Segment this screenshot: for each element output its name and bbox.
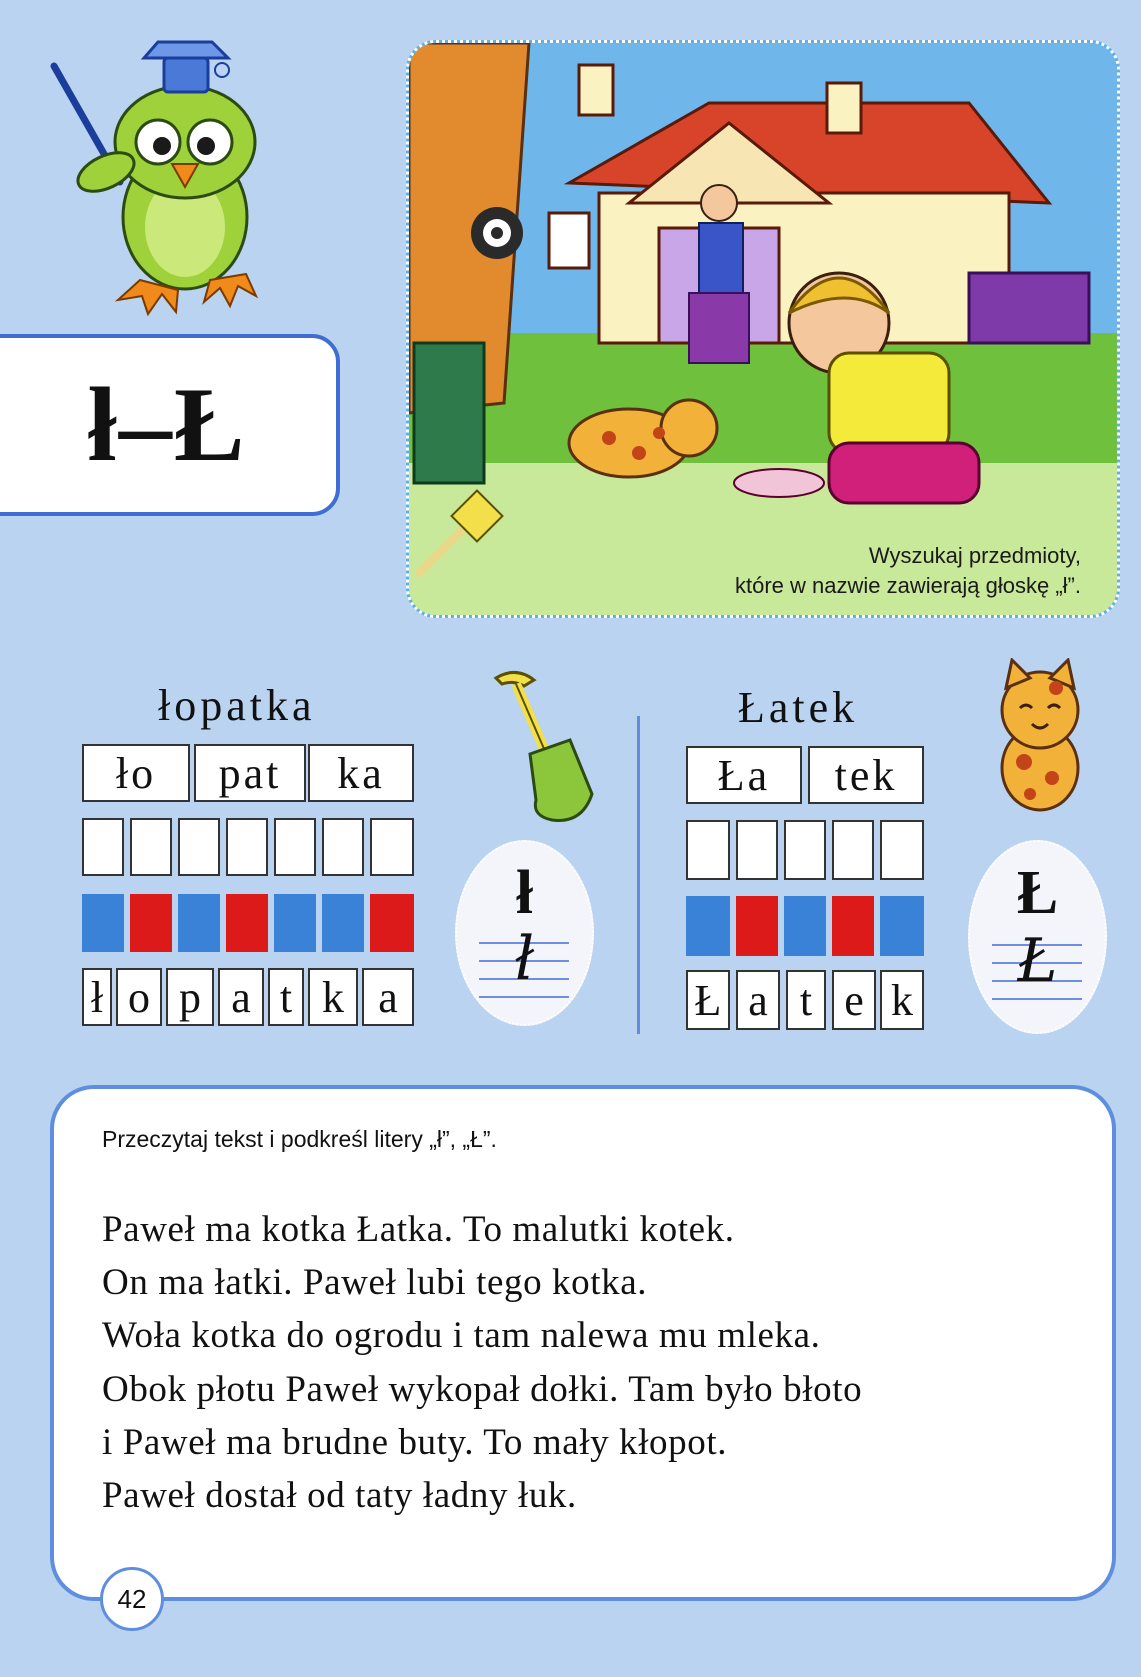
color-tile-blue: [274, 894, 316, 952]
scene-caption-line-2: które w nazwie zawierają głoskę „ł”.: [734, 573, 1081, 598]
left-syllable-1: ło: [82, 744, 190, 802]
right-blank-cell: [736, 820, 778, 880]
color-tile-blue: [686, 896, 730, 956]
left-letter-5: t: [268, 968, 304, 1026]
guide-line: [479, 996, 569, 998]
left-blank-cell: [274, 818, 316, 876]
right-letter-3: t: [786, 970, 826, 1030]
page-number: 42: [100, 1567, 164, 1631]
left-letter-6: k: [308, 968, 358, 1026]
right-letter-oval: [968, 840, 1107, 1034]
reading-line: On ma łatki. Paweł lubi tego kotka.: [102, 1262, 648, 1303]
title-box: [0, 334, 340, 516]
left-letter-3: p: [166, 968, 214, 1026]
left-word-title: łopatka: [158, 681, 316, 730]
right-syllable-2: tek: [808, 746, 924, 804]
left-letter-oval: [455, 840, 594, 1026]
reading-line: Paweł ma kotka Łatka. To malutki kotek.: [102, 1209, 735, 1250]
owl-teacher-icon: [40, 22, 270, 322]
right-syllable-1: Ła: [686, 746, 802, 804]
right-print-letter: Ł: [1016, 859, 1059, 927]
left-syllable-3: ka: [308, 744, 414, 802]
reading-line: i Paweł ma brudne buty. To mały kłopot.: [102, 1422, 728, 1463]
left-blank-cell: [178, 818, 220, 876]
reading-line: Woła kotka do ogrodu i tam nalewa mu mleka.: [102, 1315, 821, 1356]
scene-illustration: [406, 40, 1120, 618]
color-tile-blue: [178, 894, 220, 952]
reading-line: Paweł dostał od taty ładny łuk.: [102, 1475, 577, 1516]
shovel-icon: [490, 668, 600, 828]
page-title: ł–Ł: [87, 366, 247, 483]
left-letter-1: ł: [82, 968, 112, 1026]
reading-instruction: Przeczytaj tekst i podkreśl litery „ł”, „Ł”.: [102, 1126, 497, 1152]
color-tile-blue: [880, 896, 924, 956]
left-blank-cell: [130, 818, 172, 876]
left-letter-2: o: [116, 968, 162, 1026]
right-letter-1: Ł: [686, 970, 730, 1030]
right-word-title: Łatek: [738, 683, 859, 732]
color-tile-red: [370, 894, 414, 952]
right-blank-cell: [686, 820, 730, 880]
color-tile-red: [832, 896, 874, 956]
guide-line: [992, 998, 1082, 1000]
left-letter-7: a: [362, 968, 414, 1026]
right-letter-2: a: [736, 970, 780, 1030]
left-syllable-2: pat: [194, 744, 306, 802]
color-tile-red: [226, 894, 268, 952]
right-letter-4: e: [832, 970, 876, 1030]
left-blank-cell: [226, 818, 268, 876]
color-tile-blue: [82, 894, 124, 952]
scene-caption-line-1: Wyszukaj przedmioty,: [868, 543, 1081, 568]
left-print-letter: ł: [515, 859, 534, 927]
color-tile-blue: [322, 894, 364, 952]
scene-caption: [735, 541, 1081, 601]
right-letter-5: k: [880, 970, 924, 1030]
color-tile-blue: [784, 896, 826, 956]
color-tile-red: [736, 896, 778, 956]
right-blank-cell: [832, 820, 874, 880]
left-script-letter: ł: [514, 924, 535, 994]
color-tile-red: [130, 894, 172, 952]
right-blank-cell: [784, 820, 826, 880]
kitten-icon: [990, 658, 1090, 812]
left-blank-cell: [370, 818, 414, 876]
left-blank-cell: [322, 818, 364, 876]
left-letter-4: a: [218, 968, 264, 1026]
left-blank-cell: [82, 818, 124, 876]
section-divider: [637, 716, 640, 1034]
reading-line: Obok płotu Paweł wykopał dołki. Tam było błoto: [102, 1369, 863, 1410]
right-script-letter: Ł: [1017, 926, 1058, 996]
right-blank-cell: [880, 820, 924, 880]
